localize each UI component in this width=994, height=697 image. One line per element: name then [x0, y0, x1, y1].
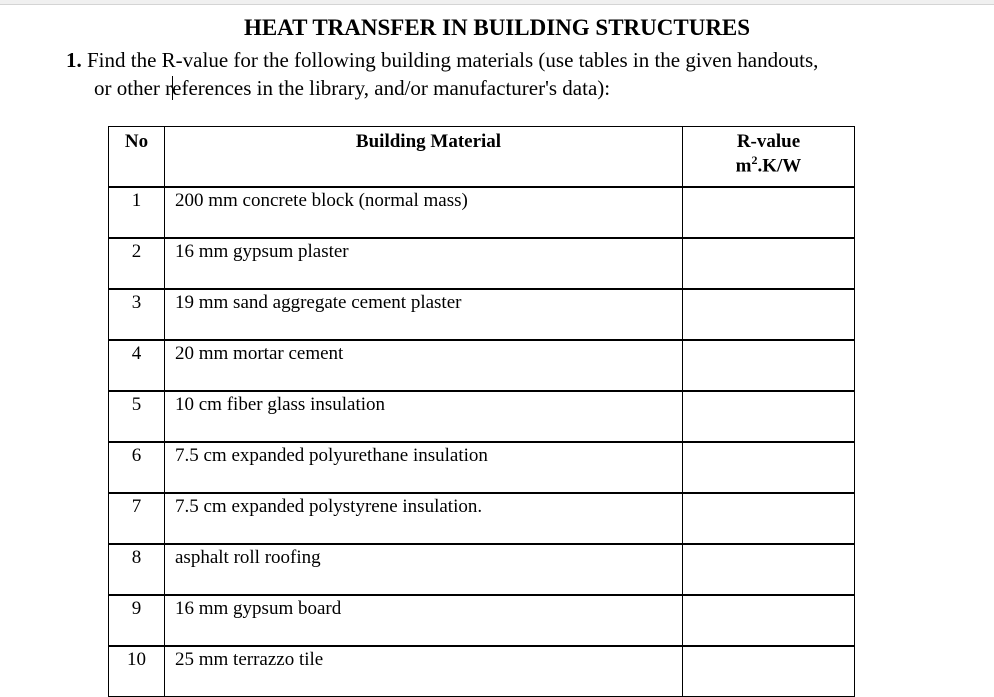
row-number: 5	[109, 391, 165, 442]
row-rvalue-cell[interactable]	[683, 493, 855, 544]
row-material: 200 mm concrete block (normal mass)	[165, 187, 683, 238]
question-text-line1: Find the R-value for the following building materials (use tables in the given handouts,	[81, 48, 819, 72]
unit-base: m	[735, 155, 752, 177]
question-text-line2b: eferences in the library, and/or manufacturer's data):	[172, 76, 611, 100]
row-material: 7.5 cm expanded polystyrene insulation.	[165, 493, 683, 544]
question-1[interactable]	[66, 46, 966, 102]
question-number: 1.	[66, 48, 82, 72]
row-material: 16 mm gypsum board	[165, 595, 683, 646]
row-rvalue-cell[interactable]	[683, 391, 855, 442]
row-rvalue-cell[interactable]	[683, 442, 855, 493]
row-rvalue-cell[interactable]	[683, 289, 855, 340]
table-row	[109, 493, 855, 544]
row-number: 6	[109, 442, 165, 493]
rvalue-unit	[683, 153, 854, 177]
row-number: 1	[109, 187, 165, 238]
row-number: 3	[109, 289, 165, 340]
ruler-bar	[0, 0, 994, 5]
row-number: 9	[109, 595, 165, 646]
row-number: 8	[109, 544, 165, 595]
row-material: 19 mm sand aggregate cement plaster	[165, 289, 683, 340]
table-row	[109, 238, 855, 289]
table-row	[109, 544, 855, 595]
row-rvalue-cell[interactable]	[683, 187, 855, 238]
unit-rest: .K/W	[757, 155, 802, 177]
row-material: 10 cm fiber glass insulation	[165, 391, 683, 442]
row-rvalue-cell[interactable]	[683, 595, 855, 646]
row-material: asphalt roll roofing	[165, 544, 683, 595]
table-row	[109, 340, 855, 391]
unit-exponent: 2	[751, 153, 758, 167]
row-number: 2	[109, 238, 165, 289]
row-number: 7	[109, 493, 165, 544]
row-rvalue-cell[interactable]	[683, 646, 855, 697]
table-row	[109, 391, 855, 442]
row-rvalue-cell[interactable]	[683, 340, 855, 391]
document-title: HEAT TRANSFER IN BUILDING STRUCTURES	[243, 15, 751, 40]
row-material: 16 mm gypsum plaster	[165, 238, 683, 289]
table-row	[109, 646, 855, 697]
table-row	[109, 442, 855, 493]
question-text-line2a: or other r	[94, 76, 173, 100]
row-rvalue-cell[interactable]	[683, 544, 855, 595]
rvalue-label: R-value	[736, 131, 801, 152]
table-header	[109, 127, 855, 188]
row-number: 4	[109, 340, 165, 391]
table-row	[109, 595, 855, 646]
header-material: Building Material	[165, 127, 683, 188]
table-row	[109, 187, 855, 238]
materials-table	[108, 126, 855, 697]
table-row	[109, 289, 855, 340]
header-no: No	[109, 127, 165, 188]
header-rvalue	[683, 127, 855, 188]
row-number: 10	[109, 646, 165, 697]
row-material: 20 mm mortar cement	[165, 340, 683, 391]
row-material: 25 mm terrazzo tile	[165, 646, 683, 697]
row-rvalue-cell[interactable]	[683, 238, 855, 289]
row-material: 7.5 cm expanded polyurethane insulation	[165, 442, 683, 493]
